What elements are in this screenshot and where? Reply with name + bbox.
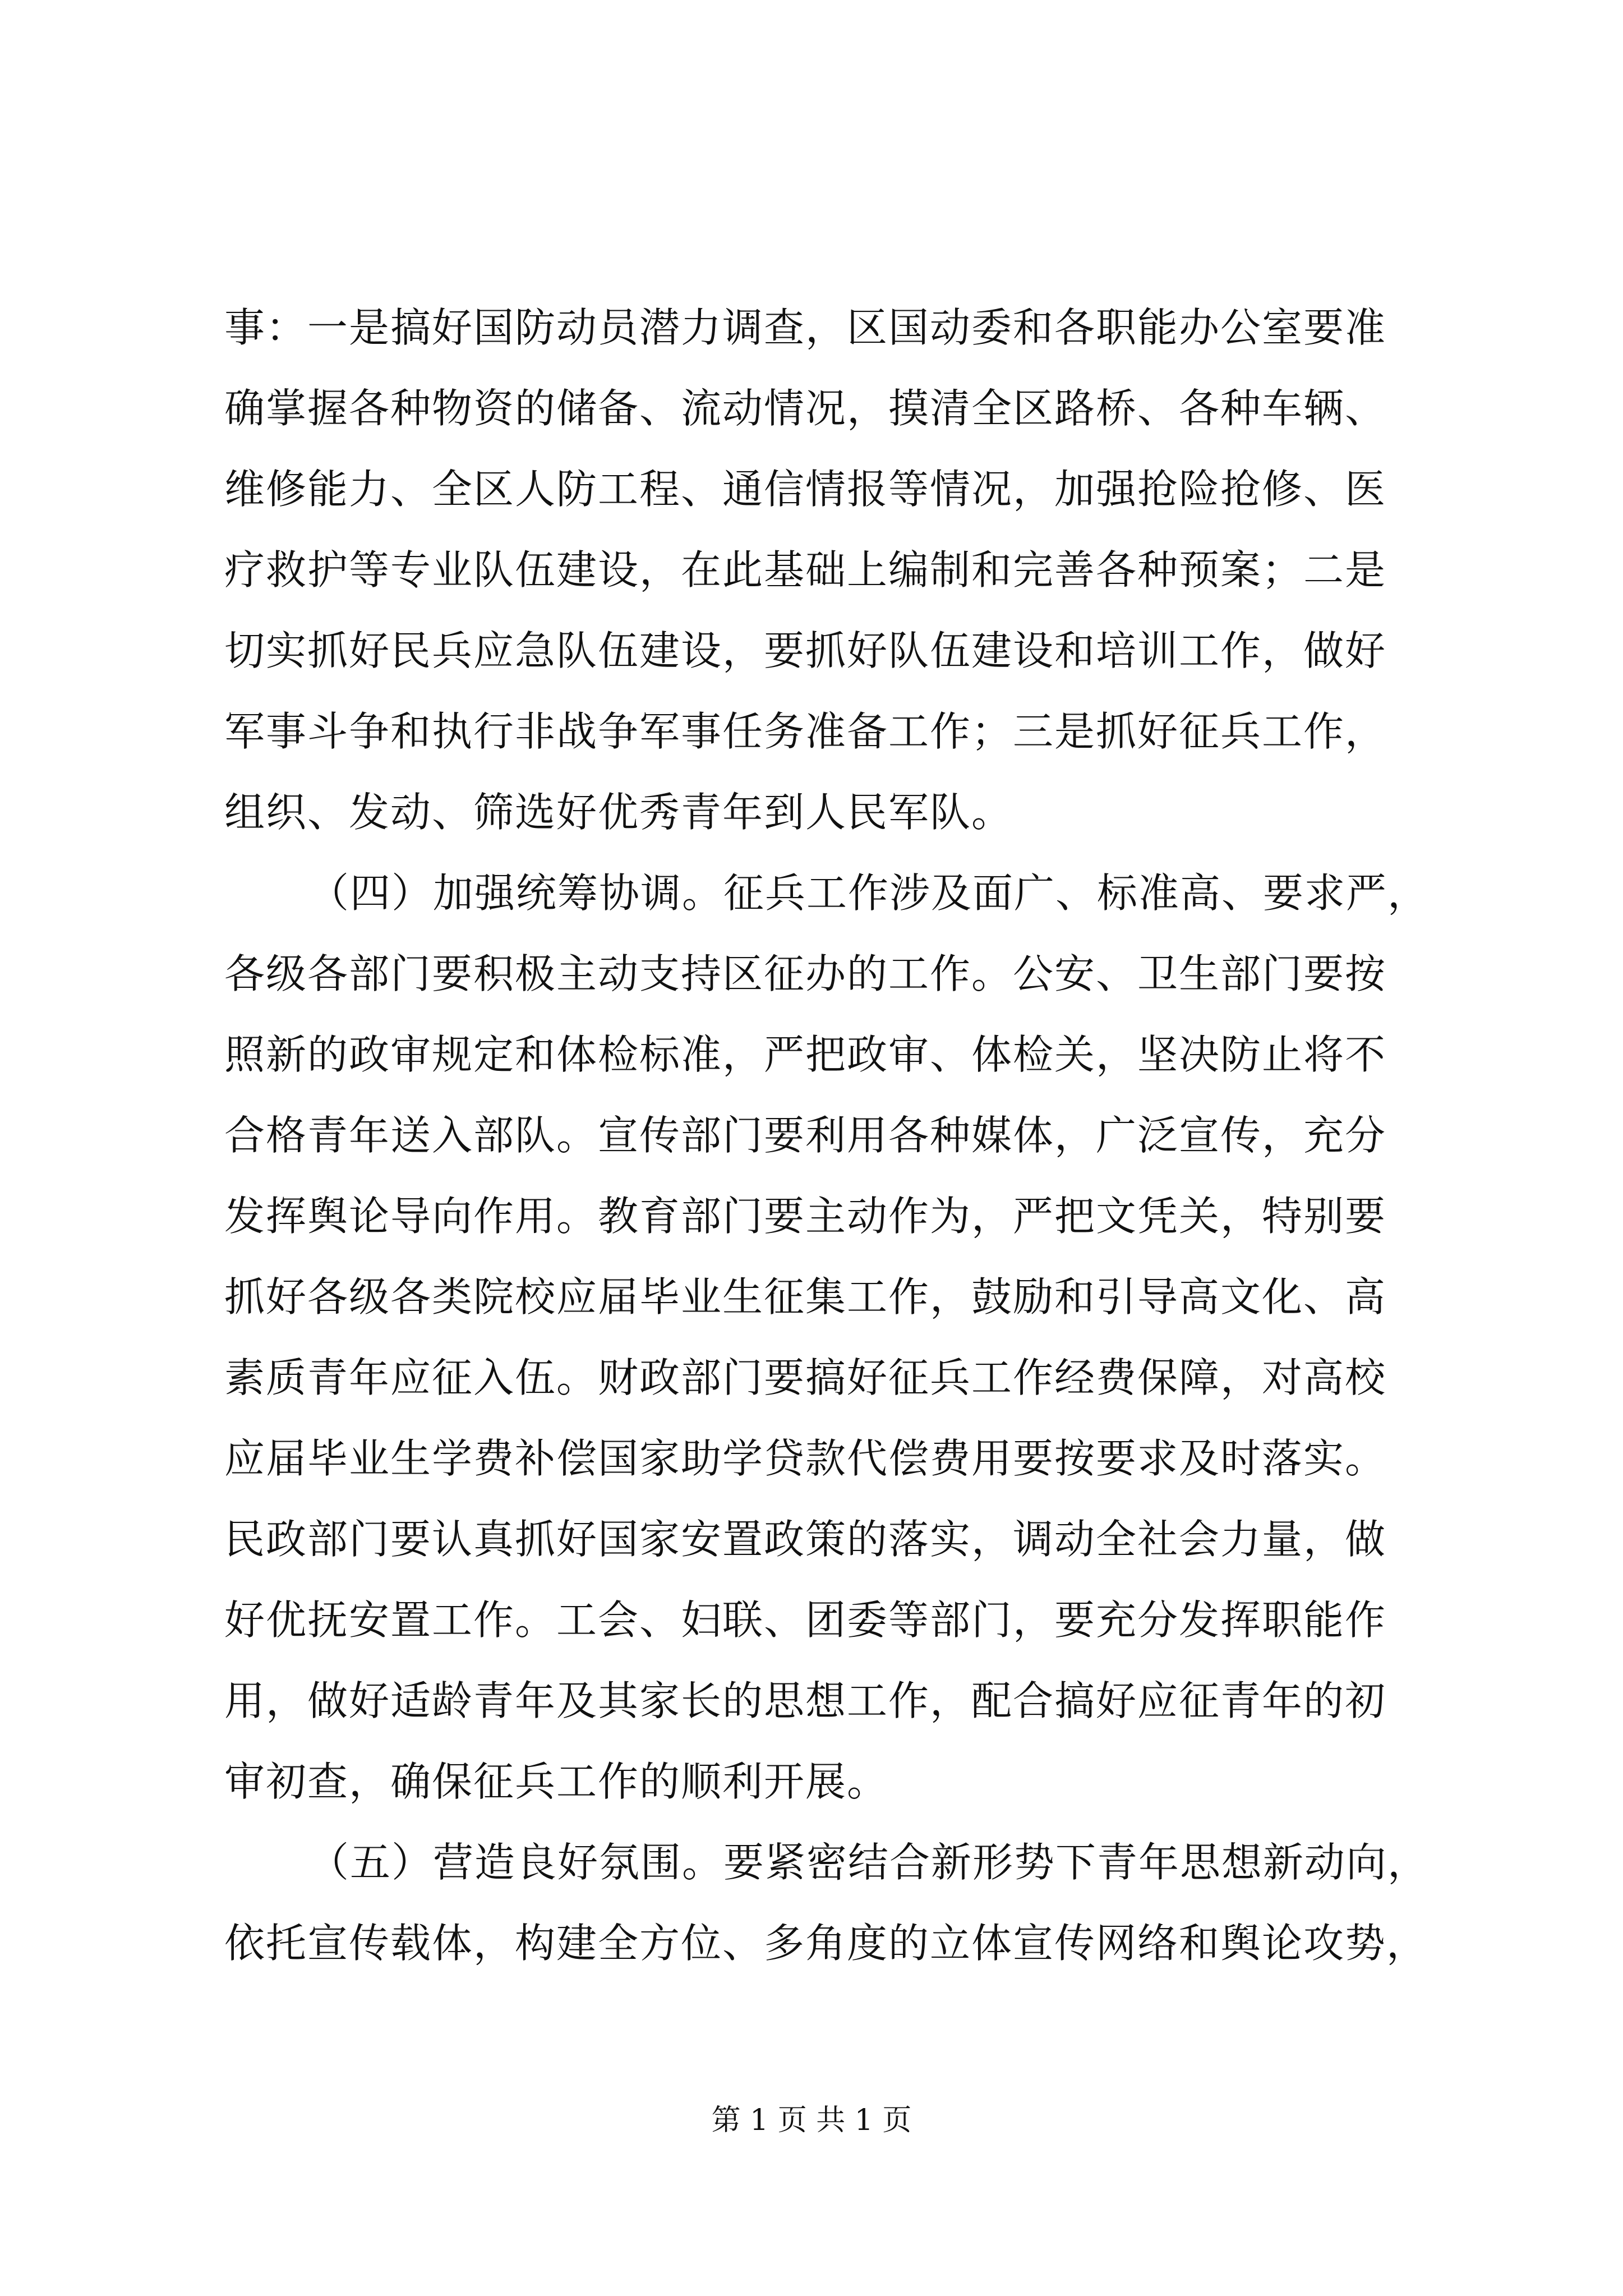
text-line: 发挥舆论导向作用。教育部门要主动作为，严把文凭关，特别要: [224, 1193, 1387, 1240]
body-text: [224, 287, 1430, 1984]
paragraph-start-line: （五）营造良好氛围。要紧密结合新形势下青年思想新动向，: [308, 1839, 1430, 1886]
text-line: 应届毕业生学费补偿国家助学贷款代偿费用要按要求及时落实。: [224, 1435, 1387, 1482]
text-line: 用，做好适龄青年及其家长的思想工作，配合搞好应征青年的初: [224, 1677, 1387, 1724]
text-line: 切实抓好民兵应急队伍建设，要抓好队伍建设和培训工作，做好: [224, 627, 1387, 674]
text-line: 维修能力、全区人防工程、通信情报等情况，加强抢险抢修、医: [224, 466, 1387, 513]
text-line: 军事斗争和执行非战争军事任务准备工作；三是抓好征兵工作，: [224, 708, 1387, 755]
text-line: 依托宣传载体，构建全方位、多角度的立体宣传网络和舆论攻势，: [224, 1920, 1428, 1967]
page-number-footer: 第 1 页 共 1 页: [711, 2104, 912, 2137]
text-line: 好优抚安置工作。工会、妇联、团委等部门，要充分发挥职能作: [224, 1596, 1387, 1644]
text-line: 审初查，确保征兵工作的顺利开展。: [224, 1758, 889, 1805]
text-line: 各级各部门要积极主动支持区征办的工作。公安、卫生部门要按: [224, 950, 1387, 997]
text-line: 抓好各级各类院校应届毕业生征集工作，鼓励和引导高文化、高: [224, 1273, 1387, 1320]
paragraph-start-line: （四）加强统筹协调。征兵工作涉及面广、标准高、要求严，: [308, 869, 1430, 917]
text-line: 疗救护等专业队伍建设，在此基础上编制和完善各种预案；二是: [224, 546, 1387, 593]
text-line: 合格青年送入部队。宣传部门要利用各种媒体，广泛宣传，充分: [224, 1112, 1387, 1159]
text-line: 组织、发动、筛选好优秀青年到人民军队。: [224, 789, 1013, 836]
text-line: 照新的政审规定和体检标准，严把政审、体检关，坚决防止将不: [224, 1031, 1387, 1078]
text-line: 确掌握各种物资的储备、流动情况，摸清全区路桥、各种车辆、: [224, 385, 1387, 432]
text-line: 民政部门要认真抓好国家安置政策的落实，调动全社会力量，做: [224, 1516, 1387, 1563]
text-line: 素质青年应征入伍。财政部门要搞好征兵工作经费保障，对高校: [224, 1354, 1387, 1401]
text-line: 事：一是搞好国防动员潜力调查，区国动委和各职能办公室要准: [224, 304, 1387, 351]
